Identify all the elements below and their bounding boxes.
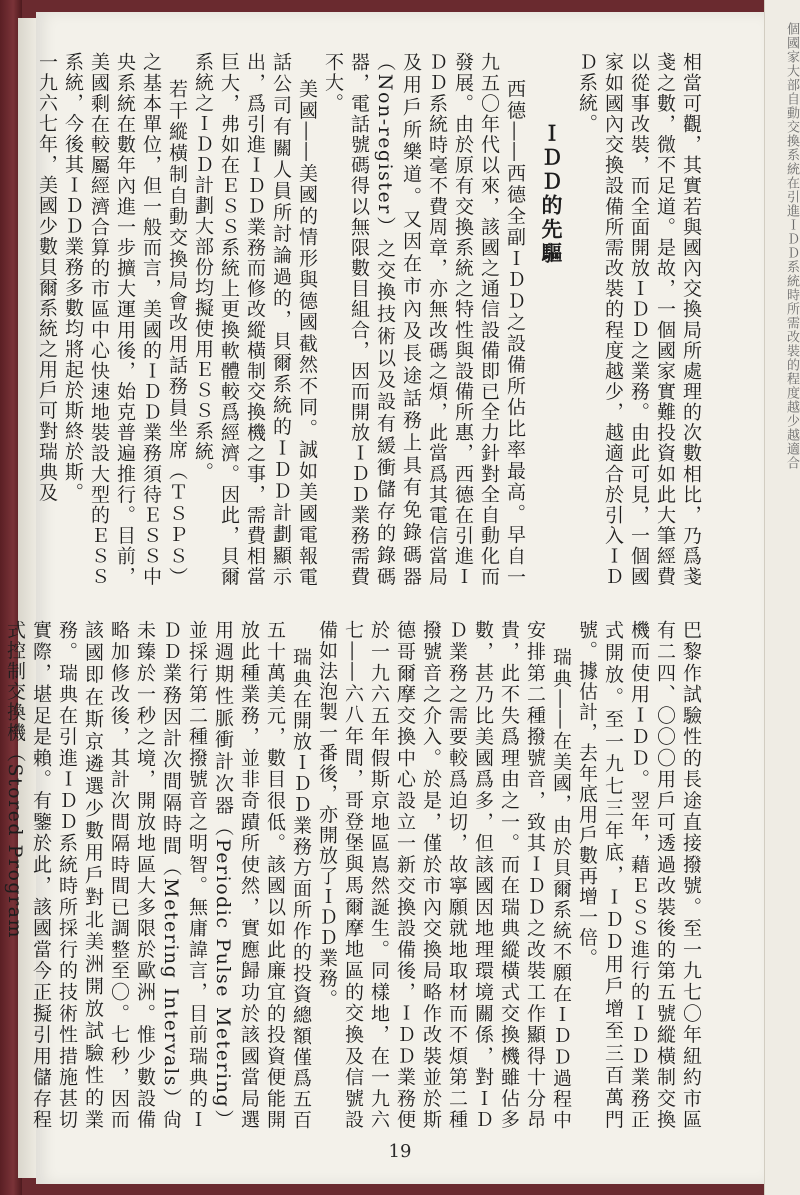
paragraph: 巴黎作試驗性的長途直接撥號。至一九七〇年紐約市區有二四、〇〇〇用戶可透過改裝後的第五號縱橫制交換機而使用ＩＤＤ。翌年，藉ＥＳＳ進行的ＩＤＤ業務正式開放。至一九七三年底，ＩＤＤ用戶增至三百萬門號。據估計，去年底用戶數再增一倍。 xyxy=(576,620,702,1131)
book-page xyxy=(4,12,764,1184)
bottom-text-section xyxy=(4,620,704,1131)
adjacent-page-edge xyxy=(764,0,800,1195)
paragraph: 西德――西德全副ＩＤＤ之設備所佔比率最高。早自一九五〇年代以來，該國之通信設備即已全力針對全自動化而發展。由於原有交換系統之特性與設備所惠，西德在引進ＩＤＤ系統時毫不費周章，亦無改碼之煩，此當爲其電信當局及用戶所樂道。又因在市內及長途話務上具有免錄碼器（Non-register）之交換技術以及設有緩衝儲存的錄碼器，電話號碼得以無限數目組合，因而開放ＩＤＤ業務需費不大。 xyxy=(322,52,526,587)
top-text-section xyxy=(36,52,704,587)
paragraph: 瑞典――在美國，由於貝爾系統不願在ＩＤＤ過程中安排第二種撥號音，致其ＩＤＤ之改裝工作顯得十分昂貴，此不失爲理由之一。而在瑞典縱橫式交換機雖佔多數，甚乃比美國爲多，但該國因地理環境關係，對ＩＤＤ業務之需要較爲迫切，故寧願就地取材而不煩第二種撥號音之介入。於是，僅於市內交換局略作改裝並於斯德哥爾摩交換中心設立一新交換設備後，ＩＤＤ業務便於一九六五年假斯京地區嶌然誕生。同樣地，在一九六七――六八年間，哥登堡與馬爾摩地區的交換及信號設備如法泡製一番後，亦開放了ＩＤＤ業務。 xyxy=(316,620,572,1130)
paragraph: 相當可觀，其實若與國內交換局所處理的次數相比，乃爲戔戔之數，微不足道。是故，一個國家實難投資如此大筆經費以從事改裝，而全面開放ＩＤＤ之業務。由此可見，一個國家如國內交換設備所需改裝的程度越少，越適合於引入ＩＤＤ系統。 xyxy=(576,52,702,587)
paragraph: 若干縱橫制自動交換局會改用話務員坐席（ＴＳＰＳ）之基本單位，但一般而言，美國的ＩＤＤ業務須待ＥＳＳ中央系統在數年內進一步擴大運用後，始克普遍推行。目前，美國剩在較屬經濟合算的市區中心快速地裝設大型的ＥＳＳ系統，今後其ＩＤＤ業務多數均將起於斯終於斯。 xyxy=(62,52,188,587)
paragraph: 瑞典在開放ＩＤＤ業務方面所作的投資總額僅爲五百五十萬美元，數目很低。該國以如此廉宜的投資便能開放此種業務，並非奇蹟所使然，實應歸功於該國當局選用週期性脈衝計次器（Periodic Pulse Metering）並採行第二種撥號音之明智。無庸諱言，目前瑞典的ＩＤＤ業務因計次間隔時間（Metering Intervals）尙未臻於一秒之境，開放地區大多限於歐洲。惟少數設備略加修改後，其計次間隔時間已調整至〇。七秒，因而該國即在斯京遴選少數用戶對北美洲開放試驗性的業務。瑞典在引進ＩＤＤ系統時所採行的技術性措施甚切實際，堪足是賴。有鑒於此，該國當今正擬引用儲存程式控制交換機（Stored Program xyxy=(4,620,312,1130)
paragraph: 美國――美國的情形與德國截然不同。誠如美國電報電話公司有關人員所討論過的，貝爾系統的ＩＤＤ計劃顯示出，爲引進ＩＤＤ業務而修改縱橫制交換機之事，需費相當巨大，弗如在ＥＳＳ系統上更換軟體較爲經濟。因此，貝爾系統之ＩＤＤ計劃大部份均擬使用ＥＳＳ系統。 xyxy=(192,52,318,587)
paragraph: 一九六七年，美國少數貝爾系統之用戶可對瑞典及 xyxy=(36,52,58,503)
page-number: 19 xyxy=(388,1141,412,1162)
adjacent-page-text: 個國家大部自動交換系統在引進ＩＤＤ系統時所需改裝的程度越少越適合 xyxy=(784,22,799,470)
section-heading: ＩＤＤ的先驅 xyxy=(539,122,564,266)
